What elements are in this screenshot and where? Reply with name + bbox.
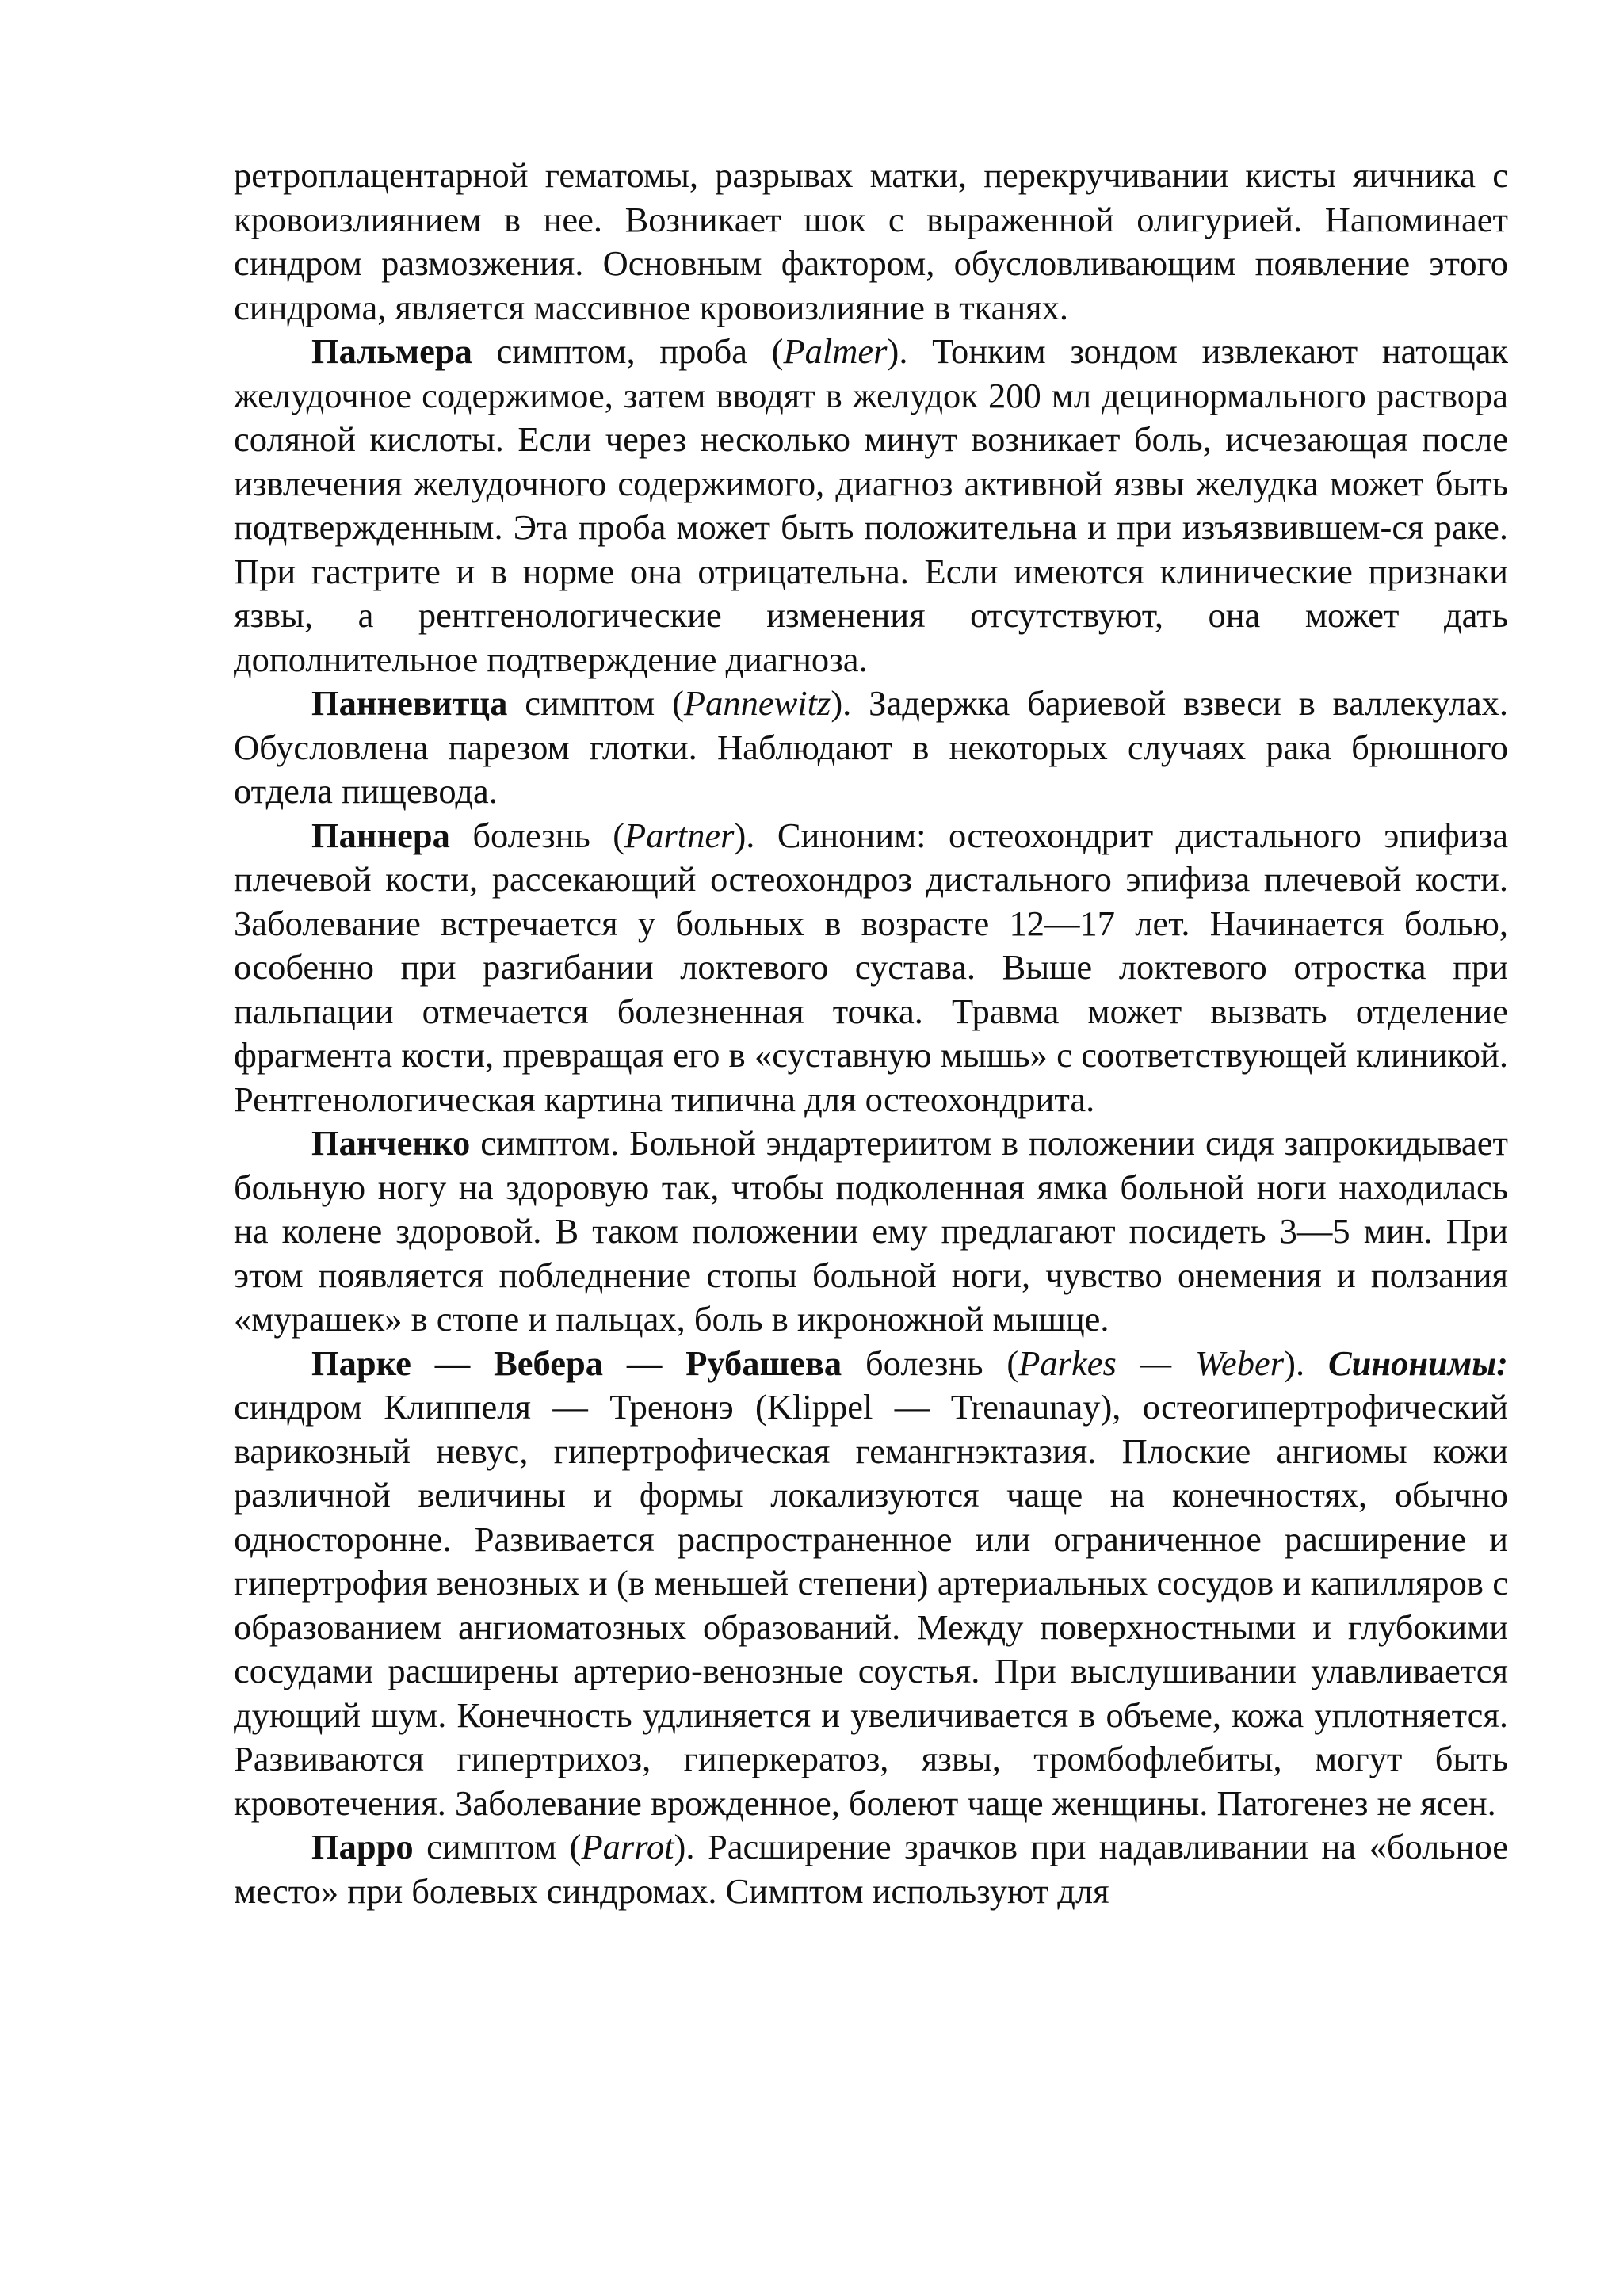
entry-latin-name: Partner: [624, 815, 735, 855]
entry-intro: симптом (: [507, 683, 684, 723]
document-body: [234, 154, 1508, 1913]
entry-text: симптом. Больной эндартериитом в положении сидя запрокидывает больную ногу на здоровую так, чтобы подколенная ямка больной ноги находилась на колене здоровой. В таком положении ему предлагают посидеть 3—5 мин. При этом появляется побледнение стопы больной ноги, чувство онемения и ползания «мурашек» в стопе и пальцах, боль в икроножной мышце.: [234, 1123, 1508, 1339]
entry-palmer: [234, 330, 1508, 682]
entry-panchenko: [234, 1121, 1508, 1342]
entry-latin-name: Pannewitz: [683, 683, 831, 723]
entry-term: Паннера: [311, 815, 450, 855]
entry-term: Панневитца: [311, 683, 508, 723]
entry-pannewitz: [234, 682, 1508, 814]
entry-text: синдром Клиппеля — Тренонэ (Klippel — Trenaunay), остеогипертрофический варикозный невус, гипертрофическая гемангнэктазия. Плоские ангиомы кожи различной величины и формы локализуются чаще на конечностях, обычно односторонне. Развивается распространенное или ограниченное расширение и гипертрофия венозных и (в меньшей степени) артериальных сосудов и капилляров с образованием ангиоматозных образований. Между поверхностными и глубокими сосудами расширены артерио-венозные соустья. При выслушивании улавливается дующий шум. Конечность удлиняется и увеличивается в объеме, кожа уплотняется. Развиваются гипертрихоз, гиперкератоз, язвы, тромбофлебиты, могут быть кровотечения. Заболевание врожденное, болеют чаще женщины. Патогенез не ясен.: [234, 1387, 1508, 1823]
entry-intro: болезнь (: [449, 815, 625, 855]
entry-latin-name: Palmer: [783, 331, 888, 371]
paragraph-continuation: [234, 154, 1508, 330]
entry-term: Парке — Вебера — Рубашева: [311, 1343, 842, 1383]
entry-text: ). Синоним: остеохондрит дистального эпифиза плечевой кости, рассекающий остеохондроз дистального эпифиза плечевой кости. Заболевание встречается у больных в возрасте 12—17 лет. Начинается болью, особенно при разгибании локтевого сустава. Выше локтевого отростка при пальпации отмечается болезненная точка. Травма может вызвать отделение фрагмента кости, превращая его в «суставную мышь» с соответствующей клиникой. Рентгенологическая картина типична для остеохондрита.: [234, 815, 1509, 1119]
entry-text: ). Расширение зрачков при надавливании на «больное место» при болевых синдромах. Симптом используют для: [234, 1827, 1508, 1911]
paragraph-text: ретроплацентарной гематомы, разрывах матки, перекручивании кисты яичника с кровоизлиянием в нее. Возникает шок с выраженной олигурией. Напоминает синдром размозжения. Основным фактором, обусловливающим появление этого синдрома, является массивное кровоизлияние в тканях.: [234, 155, 1508, 327]
entry-term: Пальмера: [311, 331, 472, 371]
entry-intro: симптом, проба (: [472, 331, 784, 371]
entry-text: ). Задержка бариевой взвеси в валлекулах. Обусловлена парезом глотки. Наблюдают в некоторых случаях рака брюшного отдела пищевода.: [234, 683, 1508, 811]
entry-after-latin: ).: [1284, 1343, 1328, 1383]
entry-parrot: [234, 1825, 1508, 1913]
synonyms-label: Синонимы:: [1327, 1343, 1508, 1383]
entry-text: ). Тонким зондом извлекают натощак желудочное содержимое, затем вводят в желудок 200 мл децинормального раствора соляной кислоты. Если через несколько минут возникает боль, исчезающая после извлечения желудочного содержимого, диагноз активной язвы желудка может быть подтвержденным. Эта проба может быть положительна и при изъязвившем-ся раке. При гастрите и в норме она отрицательна. Если имеются клинические признаки язвы, а рентгенологические изменения отсутствуют, она может дать дополнительное подтверждение диагноза.: [234, 331, 1509, 679]
entry-term: Парро: [311, 1827, 414, 1866]
entry-intro: болезнь (: [842, 1343, 1019, 1383]
entry-parkes-weber: [234, 1342, 1508, 1826]
entry-latin-name: Parrot: [581, 1827, 674, 1866]
entry-panner: [234, 814, 1508, 1122]
entry-term: Панченко: [311, 1123, 471, 1163]
entry-latin-name: Parkes — Weber: [1018, 1343, 1285, 1383]
entry-intro: симптом (: [413, 1827, 582, 1866]
